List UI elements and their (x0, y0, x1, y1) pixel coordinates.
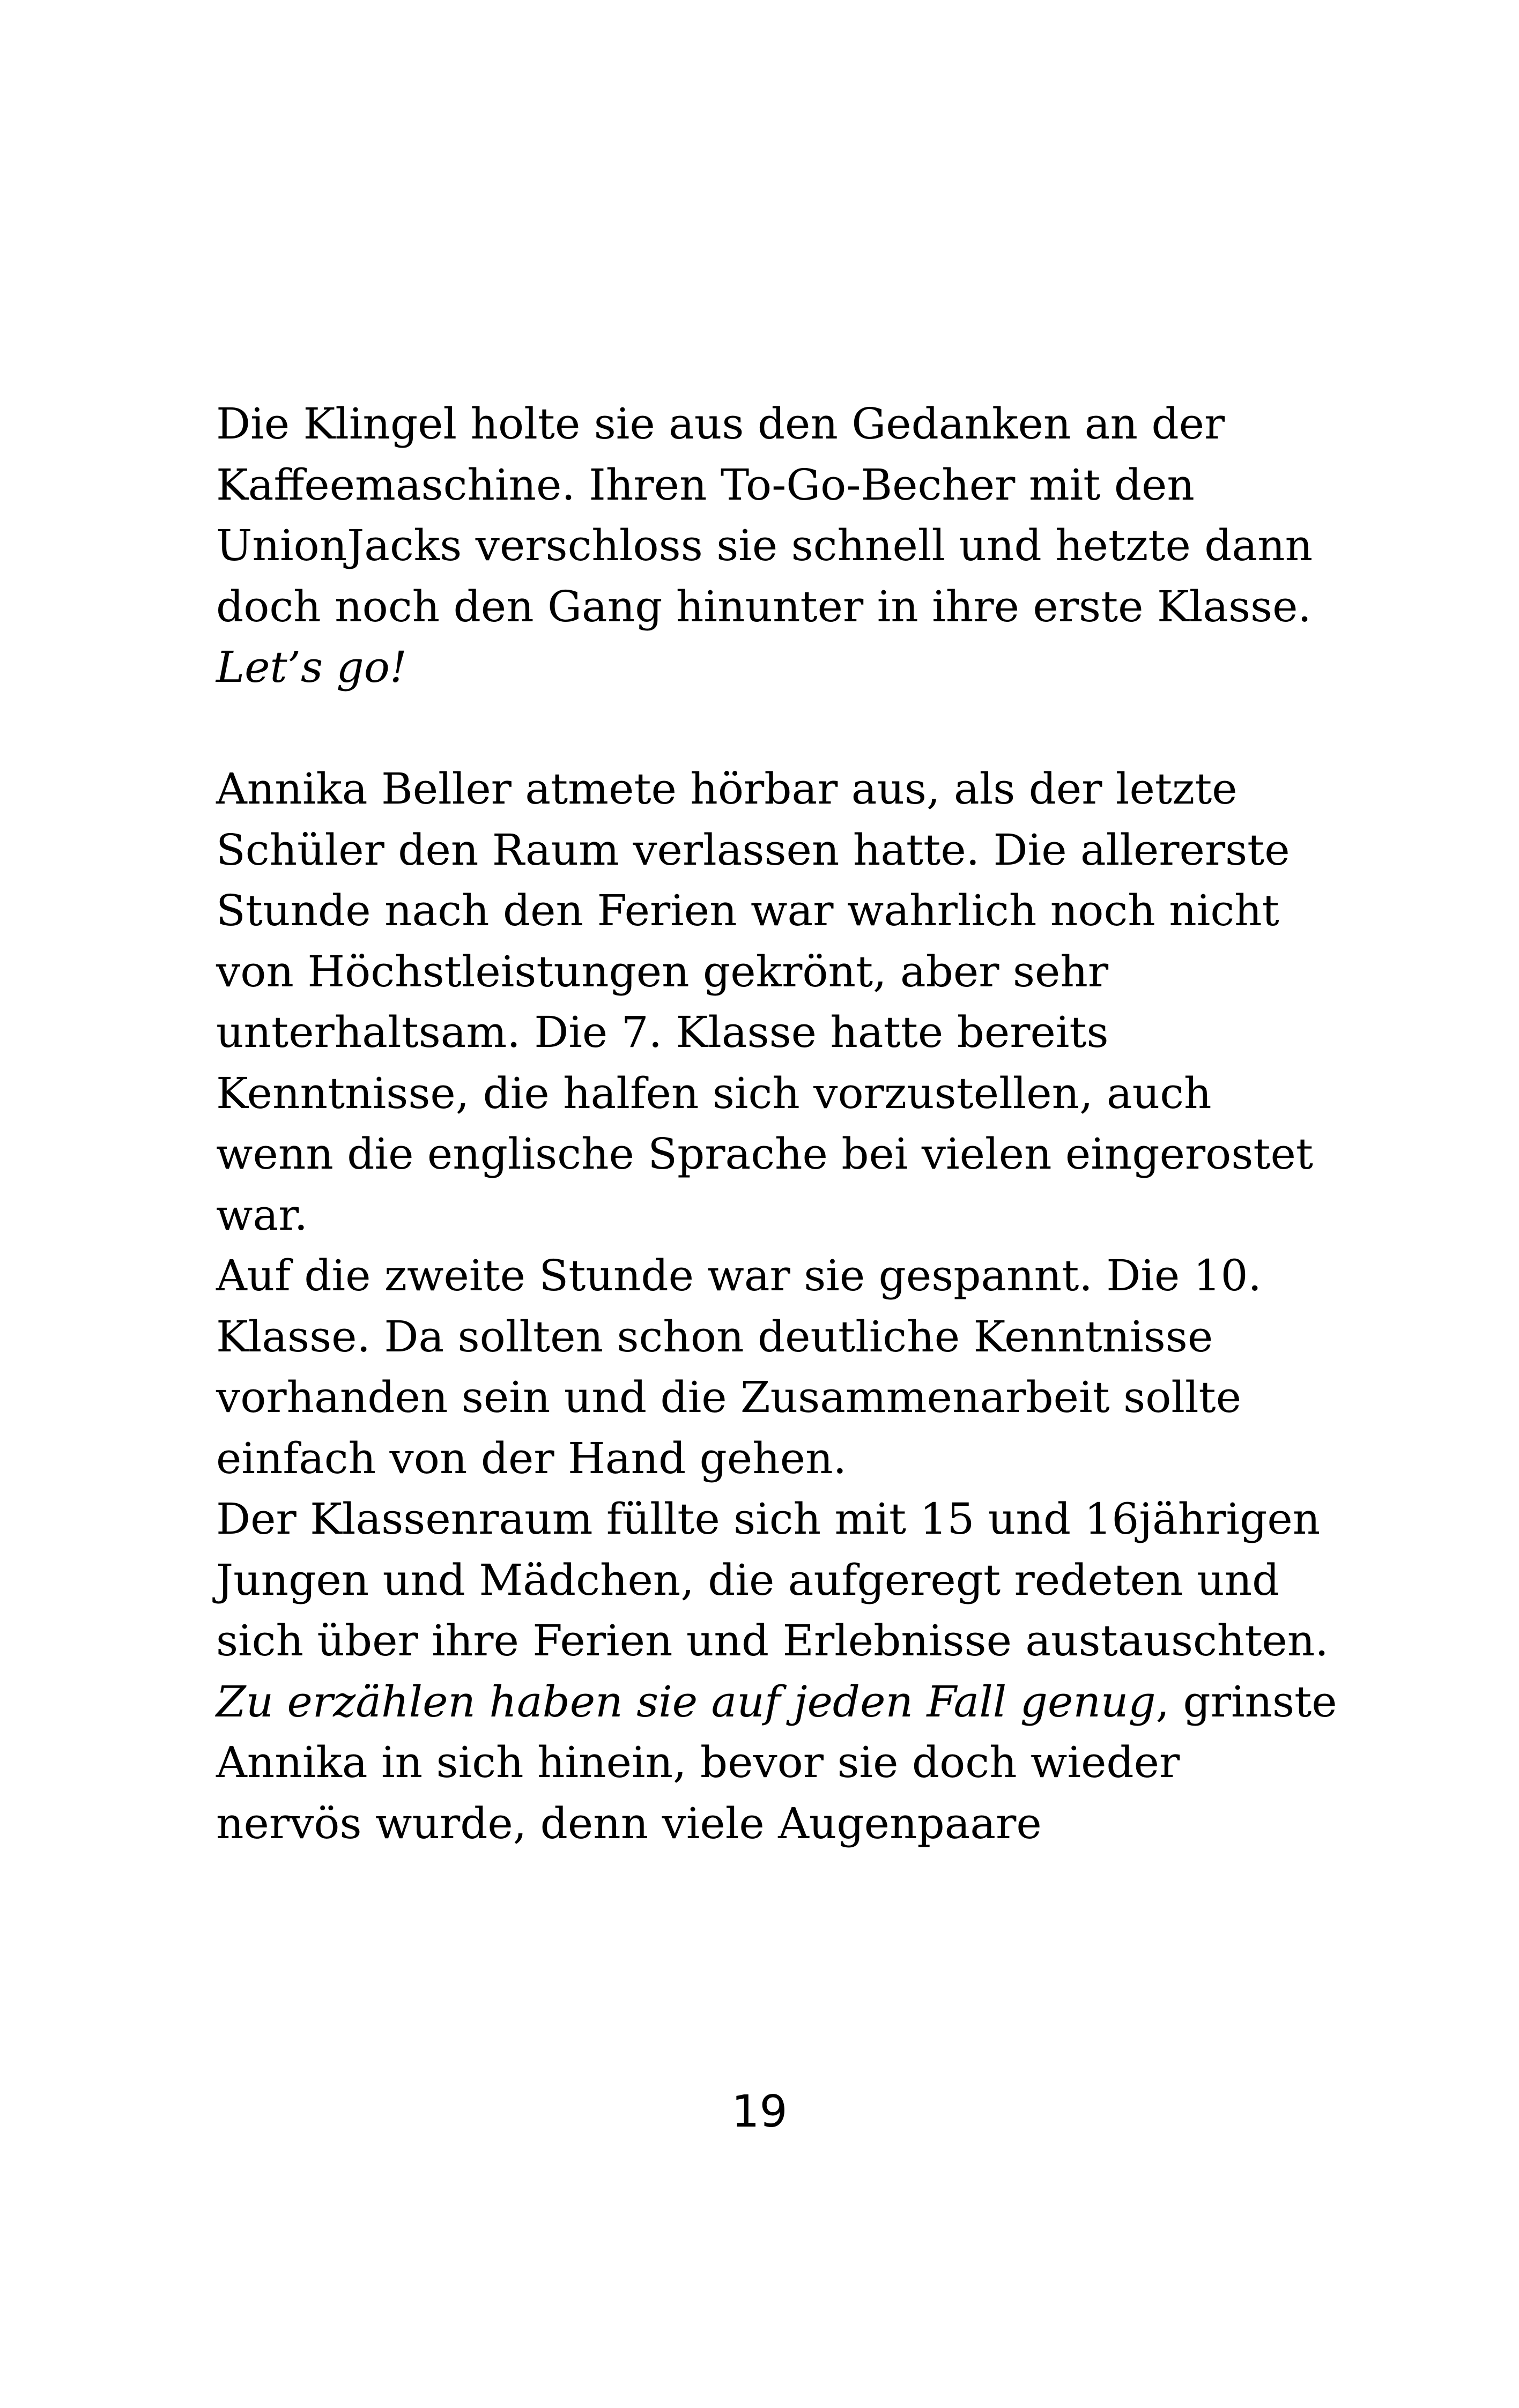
body-text (216, 393, 1337, 1854)
text-line: von Höchstleistungen gekrönt, aber sehr (216, 946, 1109, 997)
text-line: Annika in sich hinein, bevor sie doch wieder (216, 1737, 1180, 1787)
text-line: Schüler den Raum verlassen hatte. Die allererste (216, 824, 1290, 875)
text-line: einfach von der Hand gehen. (216, 1433, 847, 1483)
italic-text-line: Let’s go! (216, 642, 407, 692)
text-fragment: , grinste (1155, 1676, 1337, 1727)
italic-phrase: Zu erzählen haben sie auf jeden Fall genug (216, 1676, 1156, 1727)
text-line: wenn die englische Sprache bei vielen eingerostet (216, 1129, 1314, 1179)
text-line: unterhaltsam. Die 7. Klasse hatte bereits (216, 1007, 1109, 1057)
mixed-text-line (216, 1671, 1337, 1733)
text-line: Stunde nach den Ferien war wahrlich noch nicht (216, 886, 1279, 935)
text-line: Klasse. Da sollten schon deutliche Kenntnisse (216, 1311, 1213, 1362)
text-line: sich über ihre Ferien und Erlebnisse austauschten. (216, 1616, 1329, 1666)
text-line: Annika Beller atmete hörbar aus, als der letzte (216, 764, 1238, 814)
text-line: nervös wurde, denn viele Augenpaare (216, 1798, 1042, 1848)
paragraph-2 (216, 759, 1337, 1245)
text-line: vorhanden sein und die Zusammenarbeit sollte (216, 1372, 1242, 1422)
text-line: doch noch den Gang hinunter in ihre erste Klasse. (216, 581, 1311, 631)
paragraph-1 (216, 393, 1337, 698)
text-line: Die Klingel holte sie aus den Gedanken an der (216, 399, 1225, 449)
page-number: 19 (731, 2086, 788, 2137)
text-line: Der Klassenraum füllte sich mit 15 und 16jährigen (216, 1494, 1321, 1544)
text-line: war. (216, 1190, 308, 1240)
paragraph-3 (216, 1245, 1337, 1489)
text-line: Jungen und Mädchen, die aufgeregt redeten und (216, 1555, 1280, 1605)
text-line: Kaffeemaschine. Ihren To-Go-Becher mit den (216, 459, 1195, 510)
paragraph-4 (216, 1489, 1337, 1854)
text-line: Auf die zweite Stunde war sie gespannt. Die 10. (216, 1251, 1262, 1300)
text-line: UnionJacks verschloss sie schnell und hetzte dann (216, 521, 1313, 570)
text-line: Kenntnisse, die halfen sich vorzustellen, auch (216, 1068, 1212, 1118)
paragraph-spacer (216, 698, 1337, 759)
